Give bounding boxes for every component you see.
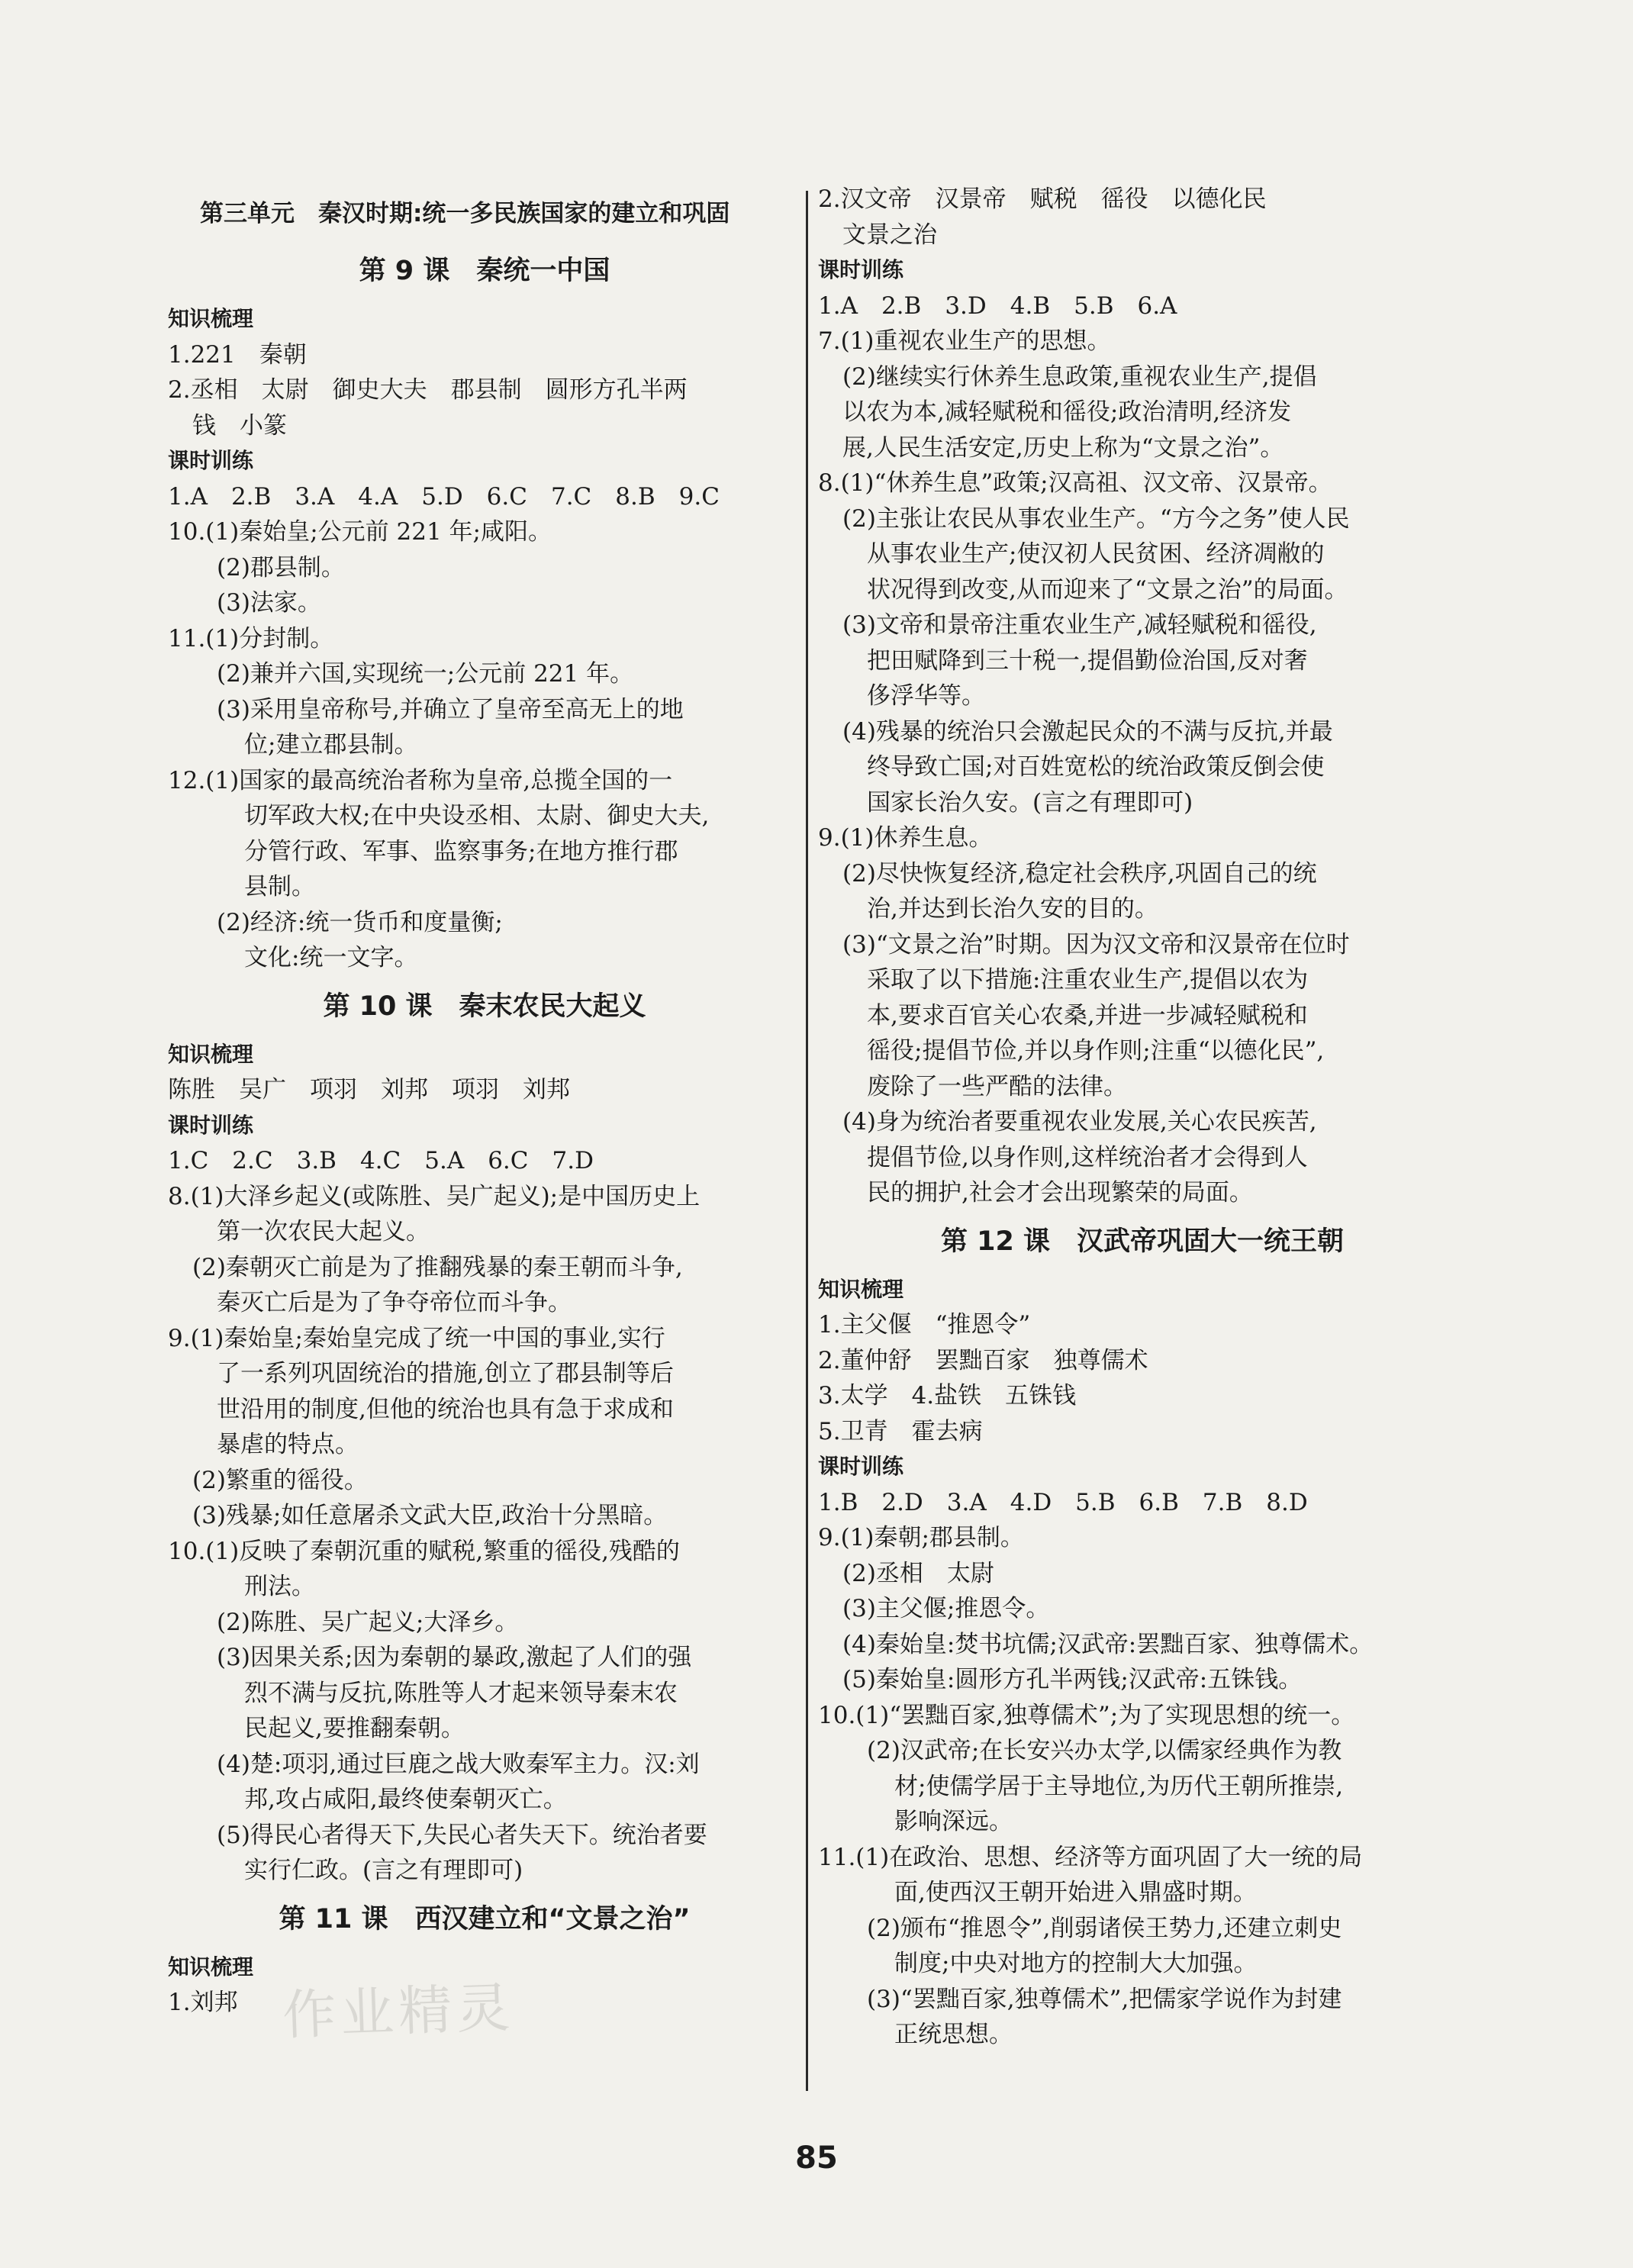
- answer-line: (4)身为统治者要重视农业发展,关心农民疾苦,: [842, 1108, 1317, 1136]
- answer-line: (4)秦始皇:焚书坑儒;汉武帝:罢黜百家、独尊儒术。: [842, 1630, 1374, 1658]
- answer-line: 11.(1)在政治、思想、经济等方面巩固了大一统的局: [818, 1843, 1363, 1871]
- answer-line: 以农为本,减轻赋税和徭役;政治清明,经济发: [842, 398, 1292, 426]
- lesson-title: 第 9 课 秦统一中国: [359, 256, 610, 286]
- answer-line: 实行仁政。(言之有理即可): [244, 1857, 523, 1884]
- answer-line: 1.A 2.B 3.D 4.B 5.B 6.A: [818, 292, 1177, 320]
- answer-line: 国家长治久安。(言之有理即可): [867, 788, 1193, 817]
- answer-line: (3)残暴;如任意屠杀文武大臣,政治十分黑暗。: [192, 1502, 668, 1529]
- answer-line: (3)“罢黜百家,独尊儒术”,把儒家学说作为封建: [867, 1985, 1342, 2013]
- answer-line: (5)得民心者得天下,失民心者失天下。统治者要: [217, 1821, 707, 1849]
- answer-line: 2.董仲舒 罢黜百家 独尊儒术: [818, 1346, 1148, 1374]
- answer-line: 县制。: [244, 873, 315, 900]
- answer-line: (2)郡县制。: [217, 553, 345, 581]
- answer-line: 12.(1)国家的最高统治者称为皇帝,总揽全国的一: [168, 766, 673, 794]
- answer-line: (2)颁布“推恩令”,削弱诸侯王势力,还建立刺史: [867, 1914, 1342, 1942]
- answer-line: 正统思想。: [894, 2021, 1013, 2048]
- answer-line: 秦灭亡后是为了争夺帝位而斗争。: [217, 1289, 572, 1316]
- answer-line: (5)秦始皇:圆形方孔半两钱;汉武帝:五铢钱。: [842, 1666, 1303, 1693]
- answer-line: (2)丞相 太尉: [842, 1559, 994, 1587]
- unit-title: 第三单元 秦汉时期:统一多民族国家的建立和巩固: [200, 200, 730, 227]
- answer-line: (3)法家。: [217, 589, 321, 617]
- section-heading: 课时训练: [818, 257, 904, 282]
- answer-line: 展,人民生活安定,历史上称为“文景之治”。: [842, 433, 1284, 462]
- answer-line: 1.主父偃 “推恩令”: [818, 1311, 1031, 1339]
- watermark: 作业精灵: [281, 1976, 516, 2047]
- answer-line: 本,要求百官关心农桑,并进一步减轻赋税和: [867, 1001, 1308, 1029]
- answer-line: (2)陈胜、吴广起义;大泽乡。: [217, 1608, 519, 1636]
- answer-line: 8.(1)“休养生息”政策;汉高祖、汉文帝、汉景帝。: [818, 469, 1332, 497]
- answer-line: 徭役;提倡节俭,并以身作则;注重“以德化民”,: [867, 1037, 1325, 1065]
- answer-line: 提倡节俭,以身作则,这样统治者才会得到人: [867, 1143, 1308, 1171]
- answer-line: 1.C 2.C 3.B 4.C 5.A 6.C 7.D: [168, 1147, 594, 1174]
- answer-line: (3)主父偃;推恩令。: [842, 1595, 1050, 1622]
- column-divider: [806, 191, 808, 2091]
- answer-line: 1.刘邦: [168, 1989, 238, 2016]
- answer-line: 暴虐的特点。: [217, 1431, 359, 1458]
- answer-line: (2)秦朝灭亡前是为了推翻残暴的秦王朝而斗争,: [192, 1253, 683, 1281]
- answer-line: (4)楚:项羽,通过巨鹿之战大败秦军主力。汉:刘: [217, 1750, 700, 1778]
- section-heading: 知识梳理: [818, 1276, 904, 1302]
- answer-line: 邦,攻占咸阳,最终使秦朝灭亡。: [244, 1786, 567, 1813]
- lesson-title: 第 11 课 西汉建立和“文景之治”: [279, 1903, 691, 1935]
- answer-line: 民的拥护,社会才会出现繁荣的局面。: [867, 1179, 1253, 1206]
- page-number: 85: [795, 2141, 838, 2176]
- answer-line: (2)继续实行休养生息政策,重视农业生产,提倡: [842, 362, 1317, 391]
- answer-line: 文景之治: [842, 221, 937, 249]
- answer-line: 材;使儒学居于主导地位,为历代王朝所推崇,: [894, 1772, 1344, 1800]
- answer-line: (4)残暴的统治只会激起民众的不满与反抗,并最: [842, 717, 1333, 746]
- answer-line: 民起义,要推翻秦朝。: [244, 1715, 465, 1742]
- answer-line: (2)兼并六国,实现统一;公元前 221 年。: [217, 660, 634, 688]
- answer-line: 制度;中央对地方的控制大大加强。: [894, 1950, 1258, 1977]
- answer-line: 文化:统一文字。: [244, 944, 418, 971]
- answer-line: 分管行政、军事、监察事务;在地方推行郡: [244, 837, 678, 865]
- answer-line: 刑法。: [244, 1573, 315, 1600]
- answer-line: 位;建立郡县制。: [244, 731, 418, 759]
- section-heading: 知识梳理: [168, 306, 254, 331]
- left-column: [168, 187, 801, 2021]
- answer-line: 治,并达到长治久安的目的。: [867, 895, 1158, 923]
- section-heading: 知识梳理: [168, 1041, 254, 1067]
- section-heading: 课时训练: [168, 1112, 254, 1138]
- answer-line: 状况得到改变,从而迎来了“文景之治”的局面。: [867, 575, 1348, 604]
- answer-line: 采取了以下措施:注重农业生产,提倡以农为: [867, 966, 1309, 994]
- answer-line: 7.(1)重视农业生产的思想。: [818, 327, 1111, 355]
- answer-line: (3)文帝和景帝注重农业生产,减轻赋税和徭役,: [842, 611, 1317, 639]
- answer-line: 烈不满与反抗,陈胜等人才起来领导秦末农: [244, 1679, 678, 1707]
- answer-line: 影响深远。: [894, 1808, 1013, 1835]
- answer-line: 从事农业生产;使汉初人民贫困、经济凋敝的: [867, 540, 1325, 568]
- answer-line: 陈胜 吴广 项羽 刘邦 项羽 刘邦: [168, 1076, 570, 1103]
- answer-line: (3)因果关系;因为秦朝的暴政,激起了人们的强: [217, 1644, 692, 1671]
- answer-line: (2)尽快恢复经济,稳定社会秩序,巩固自己的统: [842, 859, 1317, 888]
- answer-line: (3)“文景之治”时期。因为汉文帝和汉景帝在位时: [842, 930, 1350, 958]
- answer-line: 切军政大权;在中央设丞相、太尉、御史大夫,: [244, 802, 710, 830]
- answer-line: (2)汉武帝;在长安兴办太学,以儒家经典作为教: [867, 1737, 1342, 1764]
- section-heading: 课时训练: [818, 1454, 904, 1479]
- answer-line: 第一次农民大起义。: [217, 1218, 430, 1245]
- lesson-title: 第 10 课 秦末农民大起义: [323, 991, 646, 1022]
- answer-line: 10.(1)秦始皇;公元前 221 年;咸阳。: [168, 518, 552, 546]
- answer-line: 3.太学 4.盐铁 五铢钱: [818, 1382, 1077, 1409]
- answer-line: 9.(1)秦始皇;秦始皇完成了统一中国的事业,实行: [168, 1324, 665, 1352]
- answer-line: (2)繁重的徭役。: [192, 1466, 368, 1494]
- answer-line: 把田赋降到三十税一,提倡勤俭治国,反对奢: [867, 646, 1308, 675]
- answer-line: 终导致亡国;对百姓宽松的统治政策反倒会使: [867, 753, 1325, 781]
- answer-line: 废除了一些严酷的法律。: [867, 1072, 1127, 1100]
- answer-line: (3)采用皇帝称号,并确立了皇帝至高无上的地: [217, 695, 684, 723]
- answer-line: (2)经济:统一货币和度量衡;: [217, 908, 503, 936]
- answer-line: 了一系列巩固统治的措施,创立了郡县制等后: [217, 1360, 674, 1387]
- answer-line: 1.B 2.D 3.A 4.D 5.B 6.B 7.B 8.D: [818, 1488, 1308, 1516]
- section-heading: 课时训练: [168, 448, 254, 473]
- answer-line: 1.221 秦朝: [168, 340, 307, 369]
- answer-line: 9.(1)休养生息。: [818, 824, 993, 852]
- answer-line: 2.丞相 太尉 御史大夫 郡县制 圆形方孔半两: [168, 376, 688, 404]
- answer-line: 侈浮华等。: [867, 682, 985, 710]
- answer-line: 11.(1)分封制。: [168, 624, 334, 652]
- answer-line: 9.(1)秦朝;郡县制。: [818, 1524, 1024, 1551]
- answer-line: 8.(1)大泽乡起义(或陈胜、吴广起义);是中国历史上: [168, 1182, 701, 1210]
- answer-line: 2.汉文帝 汉景帝 赋税 徭役 以德化民: [818, 185, 1267, 213]
- answer-line: 世沿用的制度,但他的统治也具有急于求成和: [217, 1395, 674, 1423]
- answer-line: 面,使西汉王朝开始进入鼎盛时期。: [894, 1879, 1257, 1906]
- lesson-title: 第 12 课 汉武帝巩固大一统王朝: [940, 1226, 1345, 1257]
- answer-line: 10.(1)反映了秦朝沉重的赋税,繁重的徭役,残酷的: [168, 1537, 680, 1565]
- answer-line: 10.(1)“罢黜百家,独尊儒术”;为了实现思想的统一。: [818, 1701, 1355, 1729]
- answer-line: 5.卫青 霍去病: [818, 1417, 983, 1445]
- answer-line: 1.A 2.B 3.A 4.A 5.D 6.C 7.C 8.B 9.C: [168, 482, 720, 511]
- section-heading: 知识梳理: [168, 1954, 254, 1980]
- right-column: [818, 182, 1467, 2053]
- answer-line: (2)主张让农民从事农业生产。“方今之务”使人民: [842, 504, 1350, 533]
- answer-line: 钱 小篆: [192, 411, 287, 440]
